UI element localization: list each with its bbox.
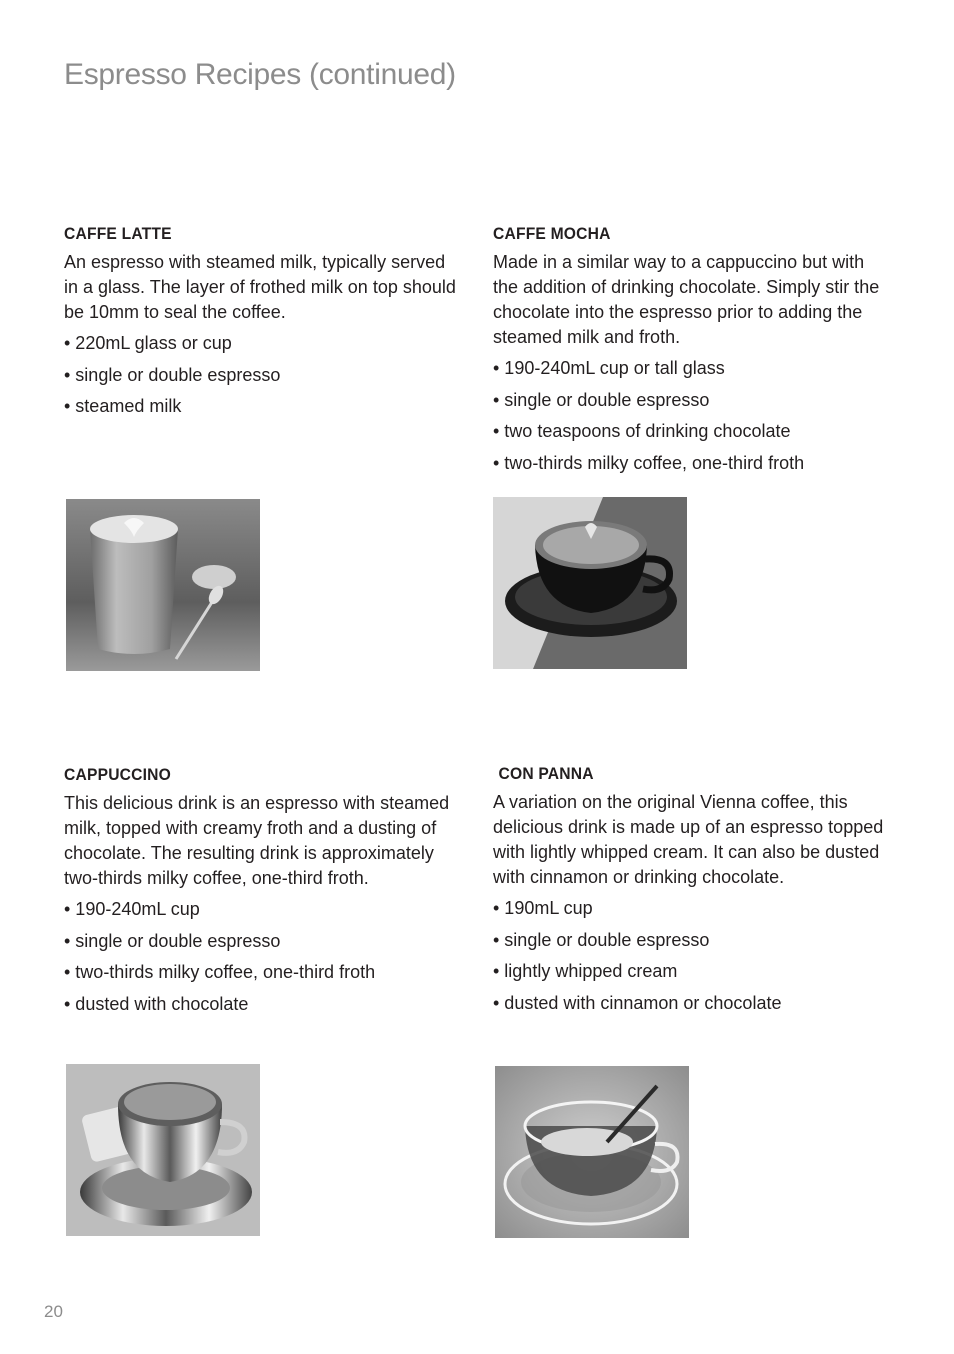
- ingredient-list: [64, 331, 464, 419]
- ingredient-item: • 190-240mL cup or tall glass: [493, 358, 725, 378]
- ingredient-item: • two teaspoons of drinking chocolate: [493, 421, 791, 441]
- recipe-description: This delicious drink is an espresso with steamed milk, topped with creamy froth and a dusting of chocolate. The resulting drink is approximately two-thirds milky coffee, one-third froth.: [64, 793, 450, 888]
- recipe-caffe-latte: [64, 224, 464, 426]
- ingredient-item: • two-thirds milky coffee, one-third froth: [64, 962, 376, 982]
- page-title: Espresso Recipes (continued): [64, 58, 456, 91]
- ingredient-item: • dusted with chocolate: [64, 993, 249, 1014]
- ingredient-item: • single or double espresso: [64, 930, 281, 951]
- recipe-description: Made in a similar way to a cappuccino but with the addition of drinking chocolate. Simply stir the chocolate into the espresso prior to adding the steamed milk and froth.: [493, 252, 880, 347]
- cappuccino-photo: [66, 1064, 260, 1236]
- ingredient-item: • 190-240mL cup: [64, 899, 200, 919]
- ingredient-item: • single or double espresso: [493, 929, 710, 950]
- recipe-caffe-mocha: [493, 224, 893, 482]
- ingredient-item: • single or double espresso: [493, 389, 710, 410]
- ingredient-item: • two-thirds milky coffee, one-third froth: [493, 452, 805, 473]
- ingredient-item: • 220mL glass or cup: [64, 333, 232, 353]
- ingredient-item: • 190mL cup: [493, 898, 593, 918]
- ingredient-item: • steamed milk: [64, 396, 182, 416]
- recipe-heading: CAFFE LATTE: [64, 224, 172, 243]
- recipe-heading: CAFFE MOCHA: [493, 224, 611, 243]
- caffe-mocha-photo: [493, 497, 687, 669]
- recipe-description: A variation on the original Vienna coffee, this delicious drink is made up of an espresso topped with lightly whipped cream. It can also be dusted with cinnamon or drinking chocolate.: [493, 792, 884, 887]
- ingredient-item: • dusted with cinnamon or chocolate: [493, 992, 782, 1013]
- page-number: 20: [44, 1302, 63, 1321]
- recipe-con-panna: [493, 764, 893, 1022]
- ingredient-list: [493, 896, 893, 1016]
- recipe-heading: CAPPUCCINO: [64, 765, 171, 784]
- recipe-description: An espresso with steamed milk, typically served in a glass. The layer of frothed milk on top should be 10mm to seal the coffee.: [64, 252, 456, 322]
- recipe-heading: CON PANNA: [498, 764, 594, 783]
- con-panna-photo: [495, 1066, 689, 1238]
- recipe-cappuccino: [64, 765, 464, 1023]
- ingredient-list: [493, 356, 893, 476]
- ingredient-list: [64, 897, 464, 1017]
- ingredient-item: • single or double espresso: [64, 364, 281, 385]
- caffe-latte-photo: [66, 499, 260, 671]
- ingredient-item: • lightly whipped cream: [493, 961, 678, 981]
